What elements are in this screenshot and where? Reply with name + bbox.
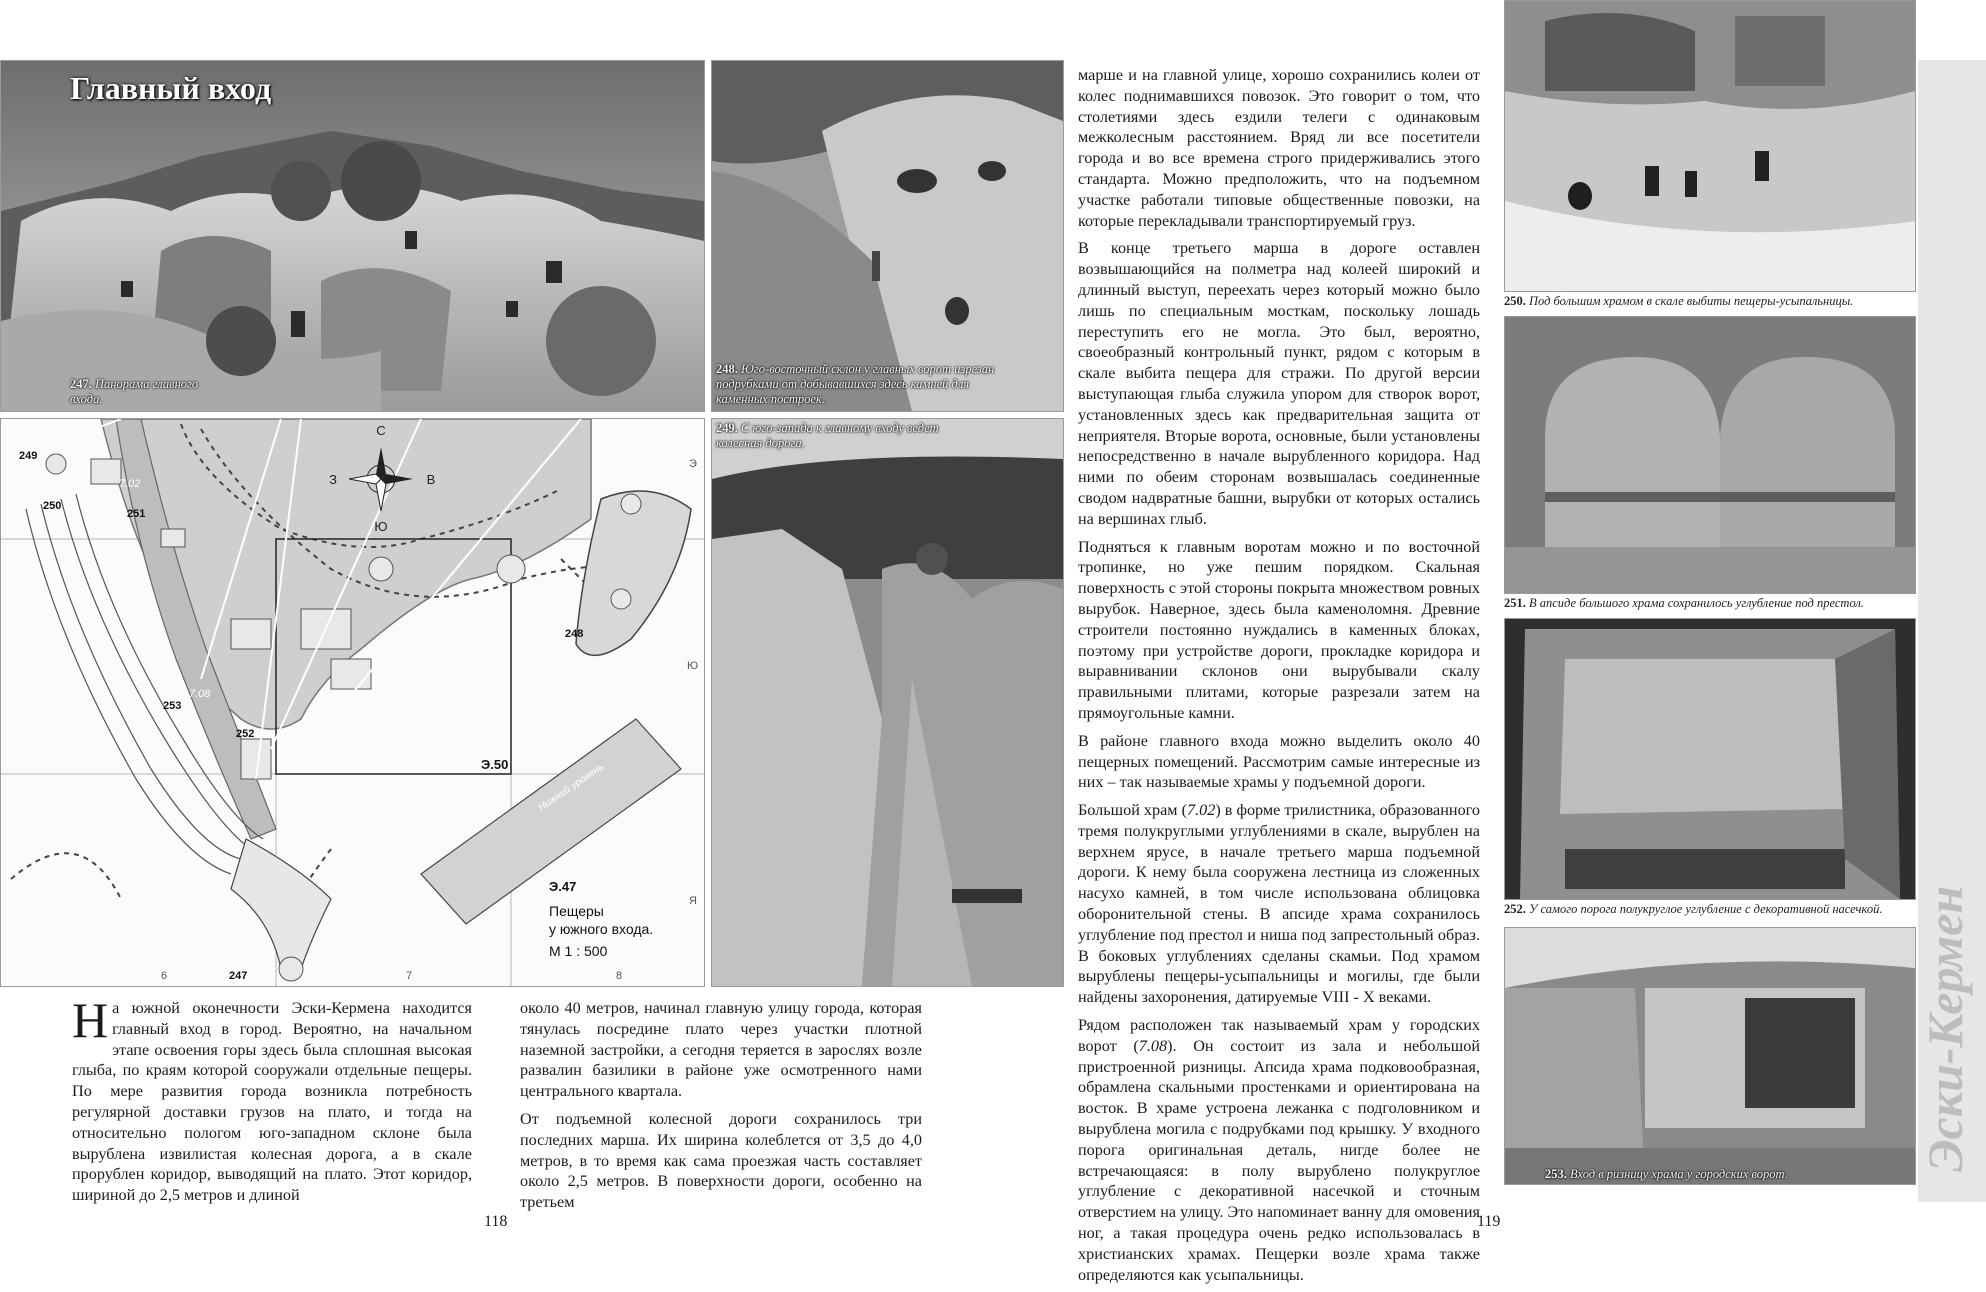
caption-247-number: 247. [70, 377, 92, 391]
marker-248: 248 [565, 628, 584, 640]
paragraph-corridor: около 40 метров, начинал главную улицу города, которая тянулась посредине плато через участки плотной наземной застройки, а сегодня теряется в зарослях возле развалин базилики в районе уже осмотренного нами центрального квартала. [520, 999, 922, 1101]
caption-248-text: Юго-восточный склон у главных ворот изрезан подрубками от добывавшихся здесь камней для каменных построек. [716, 362, 995, 406]
drop-cap: Н [72, 992, 109, 1048]
grid-7: 7 [406, 970, 413, 982]
legend-line1: Пещеры [549, 903, 604, 919]
marker-253: 253 [163, 700, 182, 712]
text-left-column-1 [72, 992, 472, 1206]
caption-248 [716, 362, 1006, 407]
site-map [0, 418, 705, 987]
caption-250 [1504, 294, 1914, 309]
paragraph-big-temple: Большой храм (7.02) в форме трилистника, образованного тремя полукруглыми углублениями в скале, вырублен на верхнем ярусе, в начале третьего марша подъемной дороги. К нему была сооружена лестница из сложенных насухо камней, в том числе использована облицовка оборонительной стены. В апсиде храма сохранилось углубление под престол и ниша под запрестольный образ. В боковых углублениях сделаны скамьи. Под храмом вырублены пещеры-усыпальницы и могилы, где были найдены захоронения, датируемые VIII - X веками. [1078, 801, 1480, 1007]
photo-249-road [711, 418, 1064, 987]
section-title: Главный вход [70, 70, 272, 106]
caption-251 [1504, 596, 1914, 611]
photo-252 [1504, 618, 1916, 900]
grid-ya: Я [689, 895, 697, 907]
paragraph-ruts: марше и на главной улице, хорошо сохранились колеи от колес поднимавшихся повозок. Это говорит о том, что столетиями здесь ездили телеги с одинаковым межколесным расстоянием. Вряд ли все посетители города и во все времена строго придерживались этого стандарта. Можно предположить, что на подъемном участке работали типовые общественные повозки, на которые перекладывали транспортируемый груз. [1078, 66, 1480, 230]
caption-252-text: У самого порога полукруглое углубление с декоративной насечкой. [1529, 902, 1883, 916]
legend-code: Э.47 [549, 879, 577, 894]
page-number-right: 119 [1477, 1213, 1501, 1230]
grid-e: Э [689, 458, 697, 470]
caption-250-text: Под большим храмом в скале выбиты пещеры-усыпальницы. [1529, 294, 1854, 308]
caption-252 [1504, 902, 1914, 917]
caption-247-text: Панорама главного входа. [70, 377, 199, 406]
caption-247 [70, 377, 220, 407]
zone-e50: Э.50 [481, 757, 509, 772]
lower-level-label: Нижний уровень [536, 761, 607, 814]
cell-label-708: 7.08 [189, 688, 211, 700]
grid-6: 6 [161, 970, 168, 982]
caption-249-text: С юго-запада к главному входу ведет колесная дорога. [716, 421, 939, 450]
photo-247-panorama [0, 60, 705, 412]
page-number-left: 118 [484, 1213, 508, 1230]
marker-250: 250 [43, 500, 62, 512]
compass-e: В [426, 472, 436, 487]
paragraph-intro: а южной оконечности Эски-Кермена находится главный вход в город. Вероятно, на начальном этапе освоения горы здесь была сплошная высокая глыба, по краям которой сооружали отдельные пещеры. По мере развития города возникла потребность регулярной доставки грузов на плато, и тогда на относительно пологом юго-западном склоне была вырублена извилистая колесная дорога, а в скале прорублен коридор, выводящий на плато. Этот коридор, шириной до 2,5 метров и длиной [72, 999, 472, 1205]
photo-251 [1504, 316, 1916, 594]
paragraph-gate-temple: Рядом расположен так называемый храм у городских ворот (7.08). Он состоит из зала и небольшой пристроенной ризницы. Апсида храма подковообразная, обрамлена скальными простенками и ориентирована на восток. В храме устроена лежанка с подголовником и вырублена могила с подрубками под крышку. У входного порога оригинальная деталь, нигде более не встречающаяся: в полу вырублено полукруглое углубление с декоративной насечкой и сточным отверстием на улицу. Это напоминает ванну для омовения ног, а такая процедура очень редко использовалась в христианских храмах. Пещерки возле храма также определяются как усыпальницы. [1078, 1016, 1480, 1284]
ref-708: 7.08 [1138, 1036, 1168, 1055]
caption-253-number: 253. [1545, 1167, 1567, 1181]
photo-248-slope [711, 60, 1064, 412]
grid-8: 8 [616, 970, 623, 982]
compass-s: Ю [374, 519, 388, 534]
marker-247: 247 [229, 970, 248, 982]
caption-252-number: 252. [1504, 902, 1526, 916]
chapter-sidebar [1918, 60, 1986, 1202]
ref-702: 7.02 [1186, 801, 1216, 820]
paragraph-road: От подъемной колесной дороги сохранилось три последних марша. Их ширина колеблется от 3,5 до 4,0 метров, в то время как сама проезжая часть составляет около 2,5 метров. В поверхности дороги, особенно на третьем [520, 1109, 922, 1212]
paragraph-quarry: Подняться к главным воротам можно и по восточной тропинке, но уже пешим порядком. Скальная поверхность с этой стороны покрыта множеством ровных вырубок. Наверное, здесь была каменоломня. Древние строители постоянно нуждались в каменных блоках, поэтому при устройстве дороги, прокладке коридора и выравнивании склонов они вырубывали скалу правильными плитами, которые разрезали затем на прямоугольные камни. [1078, 537, 1480, 722]
compass-n: С [376, 423, 386, 438]
marker-249: 249 [19, 450, 38, 462]
compass-w: З [329, 472, 337, 487]
marker-252: 252 [236, 728, 255, 740]
caption-251-text: В апсиде большого храма сохранилось углубление под престол. [1529, 596, 1864, 610]
caption-251-number: 251. [1504, 596, 1526, 610]
caption-253-text: Вход в ризницу храма у городских ворот. [1570, 1167, 1788, 1181]
legend-line2: у южного входа. [549, 921, 654, 937]
caption-253 [1545, 1167, 1905, 1182]
caption-249 [716, 421, 956, 451]
caption-249-number: 249. [716, 421, 738, 435]
text-left-column-2 [520, 998, 922, 1220]
photo-253 [1504, 927, 1916, 1185]
cell-label-702: 7.02 [119, 478, 141, 490]
chapter-label: Эски-Кермен [1917, 885, 1973, 1172]
photo-250 [1504, 0, 1916, 292]
caption-250-number: 250. [1504, 294, 1526, 308]
caption-248-number: 248. [716, 362, 738, 376]
text-right-column [1078, 65, 1480, 1292]
paragraph-checkpoint: В конце третьего марша в дороге оставлен возвышающийся на полметра над колеей широкий и длинный выступ, переехать через который можно было лишь по специальным мосткам, поскольку лошадь переступить его не могла. Это был, вероятно, своеобразный контрольный пункт, рядом с которым в скале выбита пещера для стражи. По другой версии выступающая глыба служила упором для створок ворот, установленных здесь как предварительная защита от неприятеля. Вторые ворота, основные, были установлены непосредственно в начале вырубленного коридора. Над ними по обеим сторонам возвышалась соединенные сводом надвратные башни, вырубки от которых остались на вершинах глыб. [1078, 239, 1480, 528]
legend-scale: М 1 : 500 [549, 943, 608, 959]
paragraph-caves: В районе главного входа можно выделить около 40 пещерных помещений. Рассмотрим самые интересные из них – так называемые храмы у подъемной дороги. [1078, 731, 1480, 792]
grid-yu: Ю [687, 660, 699, 672]
marker-251: 251 [127, 508, 146, 520]
